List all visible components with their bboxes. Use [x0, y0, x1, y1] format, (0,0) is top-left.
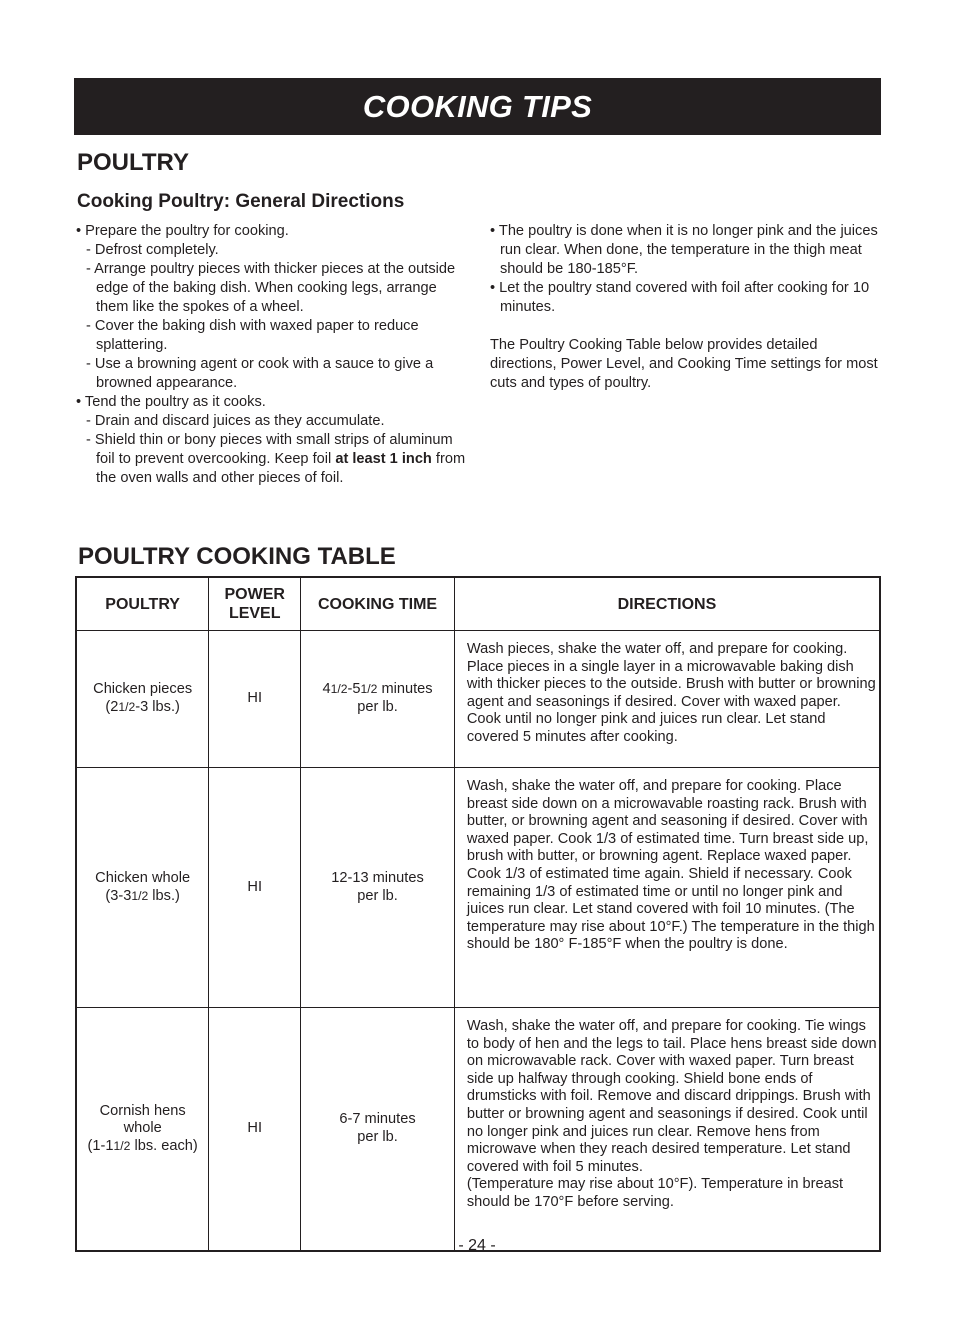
- header-cooking-time: COOKING TIME: [301, 577, 455, 631]
- subsection-title: Cooking Poultry: General Directions: [77, 191, 405, 212]
- weight-fraction: 1/2: [113, 1138, 131, 1153]
- poultry-name-line2: whole: [123, 1120, 162, 1137]
- shield-text-after: from the oven walls and other pieces of foil.: [96, 451, 466, 486]
- weight-pre: (1-1: [87, 1137, 114, 1154]
- weight-fraction: 1/2: [131, 888, 149, 903]
- time-per: per lb.: [357, 699, 398, 715]
- time-line1: 6-7 minutes: [339, 1111, 416, 1128]
- page-title: COOKING TIPS: [362, 88, 593, 124]
- cooking-time-cell: [301, 768, 455, 1008]
- directions-cell: Wash, shake the water off, and prepare for cooking. Place breast side down on a microwavable roasting rack. Brush with butter, or browning agent and seasoning if desired. Cover with waxed paper. Cook 1/3 of estimated time. Turn breast side up, brush with butter, or browning agent. Replace waxed paper. Cook 1/3 of estimated time again. Shield if necessary. Cook remaining 1/3 of estimated time or until no longer pink and juices run clear. Let stand covered with foil 10 minutes. (The temperature may rise about 10°F.) The temperature in the thigh should be 180° F-185°F when the poultry is done.: [454, 768, 880, 1008]
- spacer: [490, 317, 882, 336]
- directions-cell: [454, 1008, 880, 1252]
- tend-item-shield: [76, 431, 468, 488]
- time-line1: 12-13 minutes: [331, 869, 424, 886]
- time-b: -5: [347, 681, 361, 698]
- tend-bullet: • Tend the poultry as it cooks.: [76, 394, 266, 410]
- directions-text: Wash, shake the water off, and prepare for cooking. Tie wings to body of hen and the legs to tail. Place hens breast side down on microwavable rack. Cover with waxed paper. Turn breast side up halfway through cooking. Shield bone ends of drumsticks with foil. Remove and discard drippings. Brush with butter or browning agent and seasonings if desired. Cook until no longer pink and juices run clear. Remove hens from microwave when they reach desired temperature. Let stand covered with foil 5 minutes.: [466, 1018, 877, 1175]
- weight-pre: (3-3: [105, 887, 132, 904]
- prep-bullet: • Prepare the poultry for cooking.: [76, 223, 289, 239]
- header-power-line2: LEVEL: [228, 605, 281, 622]
- prep-item: - Use a browning agent or cook with a sauce to give a browned appearance.: [86, 356, 434, 391]
- table-intro-note: The Poultry Cooking Table below provides detailed directions, Power Level, and Cooking Time settings for most cuts and types of poultry.: [490, 337, 878, 391]
- section-title: POULTRY: [77, 149, 189, 176]
- doneness-bullet: • The poultry is done when it is no longer pink and the juices run clear. When done, the temperature in the thigh meat should be 180-185°F.: [490, 223, 878, 277]
- table-header-row: [76, 577, 880, 631]
- cooking-time-cell: [301, 1008, 455, 1252]
- poultry-name-line1: Cornish hens: [99, 1102, 186, 1119]
- time-line2: per lb.: [357, 887, 398, 904]
- poultry-cell: [76, 631, 209, 768]
- weight-post: lbs.): [148, 887, 180, 904]
- prep-item: - Defrost completely.: [86, 242, 219, 258]
- tend-item: - Drain and discard juices as they accumulate.: [86, 413, 385, 429]
- header-power-level: [209, 577, 301, 631]
- table-title: POULTRY COOKING TABLE: [78, 543, 396, 570]
- table-row: [76, 631, 880, 768]
- page-number: - 24 -: [458, 1237, 496, 1254]
- weight-post: lbs. each): [130, 1137, 198, 1154]
- general-directions-left-column: [76, 222, 468, 488]
- poultry-cooking-table: [75, 576, 881, 1252]
- header-poultry: POULTRY: [76, 577, 209, 631]
- poultry-name: Chicken pieces: [93, 681, 193, 698]
- standing-bullet: • Let the poultry stand covered with foil after cooking for 10 minutes.: [490, 280, 870, 315]
- poultry-weight: [105, 699, 180, 715]
- poultry-cell: [76, 1008, 209, 1252]
- directions-note: (Temperature may rise about 10°F). Temperature in breast should be 170°F before serving.: [466, 1176, 844, 1210]
- time-b-fraction: 1/2: [360, 682, 378, 697]
- time-unit: minutes: [377, 681, 433, 698]
- shield-text-before: - Shield thin or bony pieces with small strips of aluminum foil to prevent overcooking. Keep foil: [86, 432, 453, 467]
- time-line2: per lb.: [357, 1129, 398, 1145]
- poultry-name: Chicken whole: [95, 869, 191, 886]
- poultry-weight: [88, 1138, 198, 1154]
- poultry-cell: [76, 768, 209, 1008]
- shield-text-bold: at least 1 inch: [335, 451, 432, 467]
- prep-item: - Arrange poultry pieces with thicker pieces at the outside edge of the baking dish. When cooking legs, arrange them like the spokes of a wheel.: [86, 261, 456, 315]
- general-directions-right-column: [490, 222, 882, 393]
- power-level-cell: HI: [209, 1008, 301, 1252]
- table-row: [76, 1008, 880, 1252]
- weight-post: -3 lbs.): [135, 699, 180, 715]
- time-a-fraction: 1/2: [330, 682, 348, 697]
- weight-fraction: 1/2: [118, 700, 136, 714]
- table-row: [76, 768, 880, 1008]
- weight-pre: (2: [105, 699, 119, 715]
- prep-item: - Cover the baking dish with waxed paper to reduce splattering.: [86, 318, 419, 353]
- power-level-cell: HI: [209, 631, 301, 768]
- directions-cell: Wash pieces, shake the water off, and prepare for cooking. Place pieces in a single layer in a microwavable baking dish with thicker pieces to the outside. Brush with butter or browning agent and seasonings if desired. Cover with waxed paper. Cook until no longer pink and juices run clear. Let stand covered 5 minutes after cooking.: [454, 631, 880, 768]
- header-power-line1: POWER: [224, 586, 285, 603]
- page-banner: [74, 78, 881, 135]
- header-directions: DIRECTIONS: [454, 577, 880, 631]
- poultry-weight: [105, 888, 179, 904]
- time-a: 4: [322, 681, 331, 698]
- power-level-cell: HI: [209, 768, 301, 1008]
- cooking-time-cell: [301, 631, 455, 768]
